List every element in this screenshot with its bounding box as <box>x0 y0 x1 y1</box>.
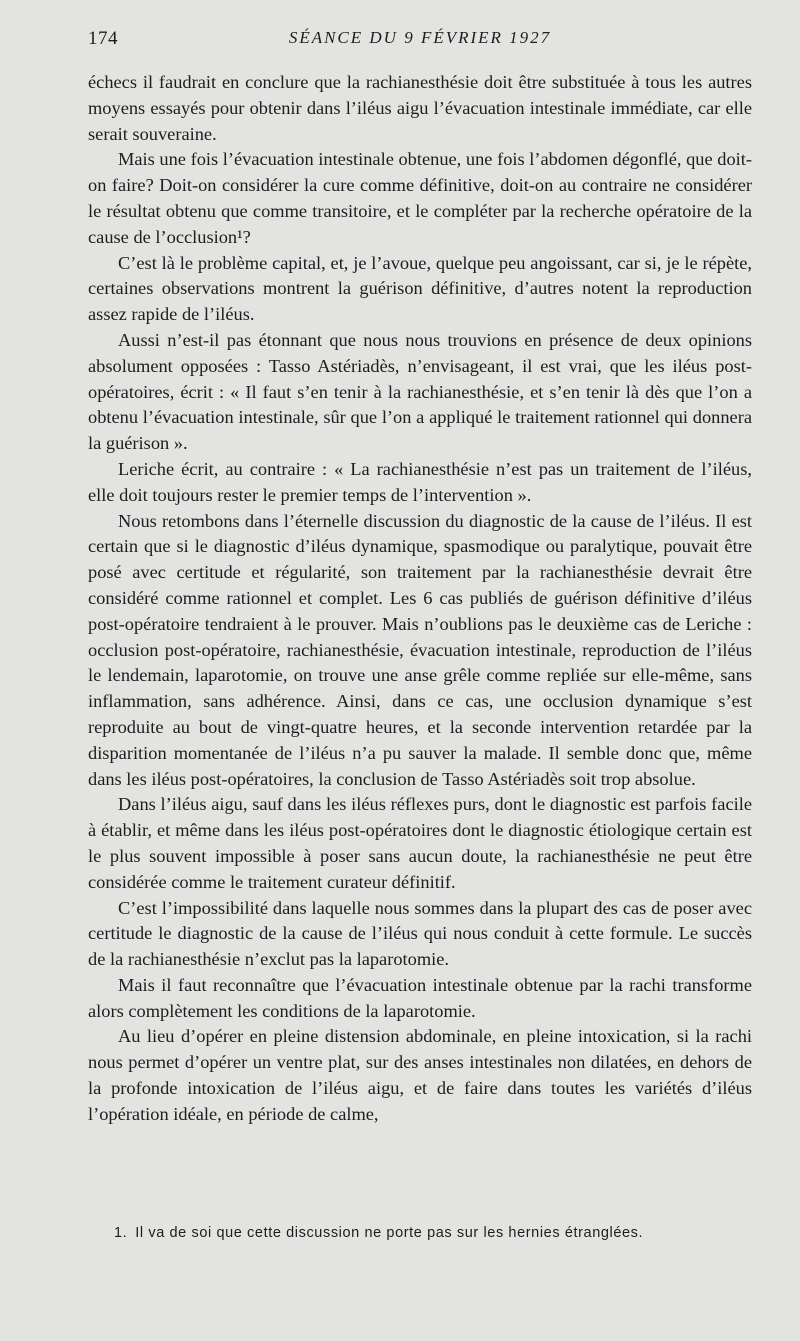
running-title: SÉANCE DU 9 FÉVRIER 1927 <box>288 28 552 47</box>
page-number: 174 <box>88 28 118 49</box>
paragraph: échecs il faudrait en conclure que la rachianesthésie doit être substituée à tous les autres moyens essayés pour obtenir dans l’iléus aigu l’évacuation intestinale immédiate, car elle serait souveraine. <box>88 72 752 144</box>
paragraph: Aussi n’est-il pas étonnant que nous nous trouvions en présence de deux opinions absolument opposées : Tasso Astériadès, n’envisageant, il est vrai, que les iléus post-opératoires, écrit : « Il faut s’en tenir à la rachianesthésie, et s’en tenir là dès que l’on a obtenu l’évacuation intestinale, sûr que l’on a appliqué le traitement rationnel qui donnera la guérison ». <box>88 329 752 454</box>
paragraph: C’est là le problème capital, et, je l’avoue, quelque peu angoissant, car si, je le répète, certaines observations montrent la guérison définitive, d’autres notent la reproduction assez rapide de l’iléus. <box>88 252 752 325</box>
paragraph: Mais une fois l’évacuation intestinale obtenue, une fois l’abdomen dégonflé, que doit-on faire? Doit-on considérer la cure comme définitive, doit-on au contraire ne considérer le résultat obtenu que comme transitoire, et le compléter par la recherche opératoire de la cause de l’occlusion¹? <box>88 149 752 247</box>
page-header <box>88 28 752 54</box>
paragraph: Mais il faut reconnaître que l’évacuation intestinale obtenue par la rachi transforme alors complètement les conditions de la laparotomie. <box>88 974 752 1021</box>
footnote-marker: 1. <box>114 1225 128 1241</box>
paragraph: Dans l’iléus aigu, sauf dans les iléus réflexes purs, dont le diagnostic est parfois facile à établir, et même dans les iléus post-opératoires dont le diagnostic étiologique certain est le plus souvent impossible à poser sans aucun doute, la rachianesthésie ne peut être considérée comme le traitement curateur définitif. <box>88 794 752 892</box>
paragraph: Au lieu d’opérer en pleine distension abdominale, en pleine intoxication, si la rachi nous permet d’opérer un ventre plat, sur des anses intestinales non dilatées, en dehors de la profonde intoxication de l’iléus aigu, et de faire dans toutes les variétés d’iléus l’opération idéale, en période de calme, <box>88 1026 752 1124</box>
paragraph: Nous retombons dans l’éternelle discussion du diagnostic de la cause de l’iléus. Il est certain que si le diagnostic d’iléus dynamique, spasmodique ou paralytique, pouvait être posé avec certitude et régularité, son traitement par la rachianesthésie devrait être considéré comme rationnel et complet. Les 6 cas publiés de guérison définitive d’iléus post-opératoire tendraient à le prouver. Mais n’oublions pas le deuxième cas de Leriche : occlusion post-opératoire, rachianesthésie, évacuation intestinale, reproduction de l’iléus le lendemain, laparotomie, on trouve une anse grêle comme repliée sur elle-même, sans inflammation, sans adhérence. Ainsi, dans ce cas, une occlusion dynamique s’est reproduite au bout de vingt-quatre heures, et la seconde intervention retardée par la disparition momentanée de l’iléus n’a pu sauver la malade. Il semble donc que, même dans les iléus post-opératoires, la conclusion de Tasso Astériadès soit trop absolue. <box>88 510 752 789</box>
footnote-text: Il va de soi que cette discussion ne porte pas sur les hernies étranglées. <box>135 1225 644 1241</box>
footnote <box>114 1222 734 1244</box>
body-text <box>88 70 752 1128</box>
paragraph: Leriche écrit, au contraire : « La rachianesthésie n’est pas un traitement de l’iléus, elle doit toujours rester le premier temps de l’intervention ». <box>88 458 752 505</box>
paragraph: C’est l’impossibilité dans laquelle nous sommes dans la plupart des cas de poser avec certitude le diagnostic de la cause de l’iléus qui nous conduit à cette formule. Le succès de la rachianesthésie n’exclut pas la laparotomie. <box>88 897 752 970</box>
